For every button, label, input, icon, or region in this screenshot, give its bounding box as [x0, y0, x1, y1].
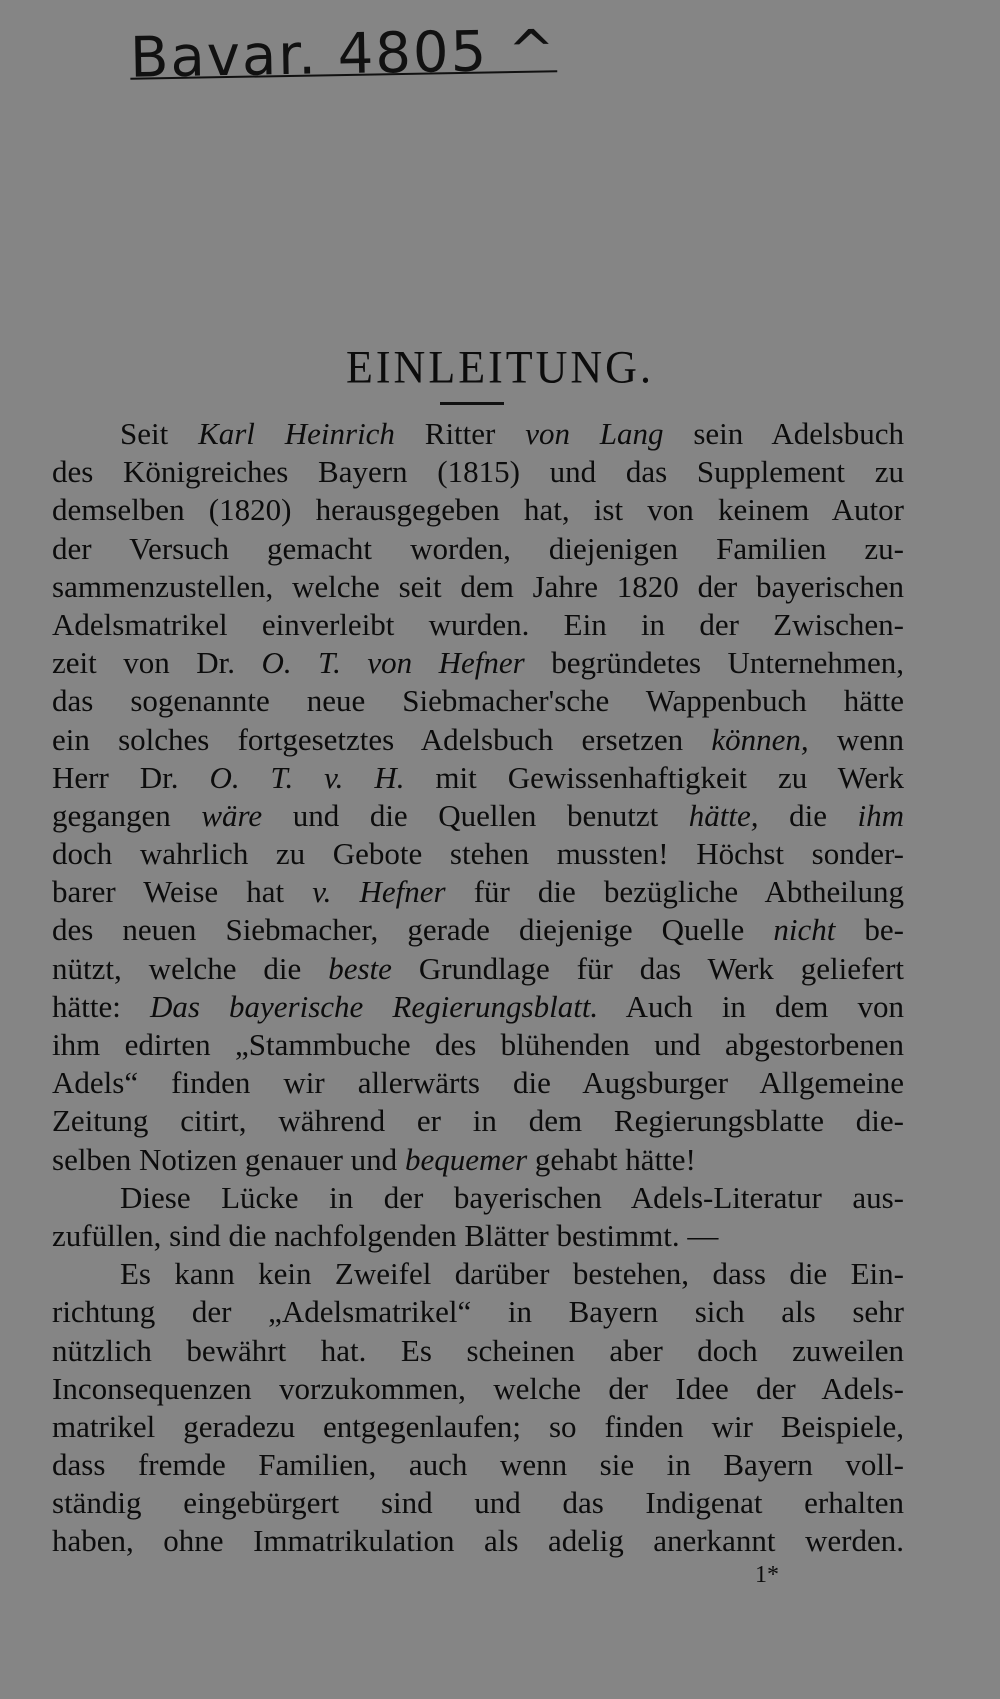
text-run: Herr Dr. [52, 759, 210, 795]
text-line [52, 530, 904, 568]
text-run: zufüllen, sind die nachfolgenden Blätter bestimmt. — [52, 1217, 719, 1253]
italic-text: O. T. von Hefner [261, 645, 525, 681]
text-line [52, 415, 904, 453]
text-run: Grundlage für das Werk geliefert [391, 950, 905, 986]
text-line [52, 988, 904, 1026]
text-line [52, 1332, 904, 1370]
text-run: Adelsmatrikel einverleibt wurden. Ein in der Zwischen- [52, 606, 904, 642]
text-line [52, 1484, 904, 1522]
text-line [52, 1370, 904, 1408]
text-run: und die Quellen benutzt [262, 797, 689, 833]
italic-text: können, [711, 721, 809, 757]
italic-text: bequemer [404, 1141, 528, 1177]
text-line [52, 759, 904, 797]
text-run: sammenzustellen, welche seit dem Jahre 1820 der bayerischen [52, 568, 904, 604]
text-line [52, 721, 904, 759]
text-line [52, 1141, 904, 1179]
italic-text: beste [328, 950, 392, 986]
italic-text: hätte, [688, 797, 759, 833]
handwritten-shelfmark: Bavar. 4805 ^ [129, 18, 558, 91]
text-run: richtung der „Adelsmatrikel“ in Bayern sich als sehr [52, 1294, 904, 1330]
text-run: doch wahrlich zu Gebote stehen mussten! Höchst sonder- [52, 836, 904, 872]
italic-text: von Lang [525, 416, 664, 451]
text-run: Auch in dem von [598, 988, 905, 1024]
text-line [52, 606, 904, 644]
text-run: nützt, welche die [52, 950, 329, 986]
text-line [52, 835, 904, 873]
italic-text: nicht [773, 912, 836, 948]
heading-rule [440, 402, 504, 405]
text-run: barer Weise hat [52, 874, 313, 910]
text-run: haben, ohne Immatrikulation als adelig anerkannt werden. [52, 1523, 904, 1559]
italic-text: ihm [857, 797, 905, 833]
text-run: zeit von Dr. [52, 645, 262, 681]
text-line [52, 1179, 904, 1217]
text-run: des Königreiches Bayern (1815) und das Supplement zu [52, 454, 904, 490]
text-line [52, 873, 904, 911]
signature-mark: 1* [755, 1562, 779, 1588]
text-run: begründetes Unternehmen, [524, 645, 904, 681]
text-run: für die bezügliche Abtheilung [445, 874, 905, 910]
text-run: demselben (1820) herausgegeben hat, ist von keinem Autor [52, 492, 904, 528]
text-run: ihm edirten „Stammbuche des blühenden und abgestorbenen [52, 1027, 904, 1062]
text-line [52, 1217, 904, 1255]
text-line [52, 682, 904, 720]
text-run: Zeitung citirt, während er in dem Regierungsblatte die- [52, 1103, 904, 1139]
section-heading: EINLEITUNG. [346, 341, 654, 394]
text-run: Adels“ finden wir allerwärts die Augsburger Allgemeine [52, 1065, 904, 1101]
text-run: ein solches fortgesetztes Adelsbuch ersetzen [52, 721, 712, 757]
text-run: gegangen [52, 797, 202, 833]
italic-text: Das bayerische Regierungsblatt. [149, 988, 599, 1024]
text-run: dass fremde Familien, auch wenn sie in Bayern voll- [52, 1447, 904, 1483]
italic-text: v. Hefner [312, 874, 446, 910]
text-run: be- [835, 912, 904, 948]
text-run: der Versuch gemacht worden, diejenigen Familien zu- [52, 530, 904, 566]
text-line [52, 1522, 904, 1560]
text-run: die [758, 797, 858, 833]
text-line [52, 797, 904, 835]
text-line [52, 911, 904, 949]
text-run: mit Gewissenhaftigkeit zu Werk [404, 759, 904, 795]
text-run: nützlich bewährt hat. Es scheinen aber doch zuweilen [52, 1332, 904, 1368]
text-run: wenn [808, 721, 904, 757]
text-line [52, 568, 904, 606]
text-line [52, 1064, 904, 1102]
text-run: Seit [120, 416, 199, 451]
text-run: Es kann kein Zweifel darüber bestehen, dass die Ein- [120, 1256, 904, 1292]
text-line [52, 491, 904, 529]
text-line [52, 1446, 904, 1484]
text-run: Inconsequenzen vorzukommen, welche der Idee der Adels- [52, 1370, 904, 1406]
italic-text: O. T. v. H. [209, 759, 405, 795]
text-line [52, 1026, 904, 1064]
text-run: hätte: [52, 988, 150, 1024]
body-text [52, 415, 904, 1561]
text-run: des neuen Siebmacher, gerade diejenige Quelle [52, 912, 774, 948]
text-line [52, 950, 904, 988]
text-run: das sogenannte neue Siebmacher'sche Wappenbuch hätte [52, 683, 904, 719]
text-run: gehabt hätte! [527, 1141, 696, 1177]
text-line [52, 644, 904, 682]
text-run: matrikel geradezu entgegenlaufen; so finden wir Beispiele, [52, 1408, 904, 1444]
text-run: Ritter [394, 416, 526, 451]
italic-text: wäre [201, 797, 263, 833]
text-line [52, 1255, 904, 1293]
text-run: sein Adelsbuch [663, 416, 904, 451]
text-run: selben Notizen genauer und [52, 1141, 405, 1177]
text-line [52, 1293, 904, 1331]
italic-text: Karl Heinrich [198, 416, 395, 451]
text-line [52, 1102, 904, 1140]
text-line [52, 1408, 904, 1446]
text-line [52, 453, 904, 491]
text-run: ständig eingebürgert sind und das Indigenat erhalten [52, 1485, 904, 1521]
text-run: Diese Lücke in der bayerischen Adels-Literatur aus- [120, 1179, 904, 1215]
